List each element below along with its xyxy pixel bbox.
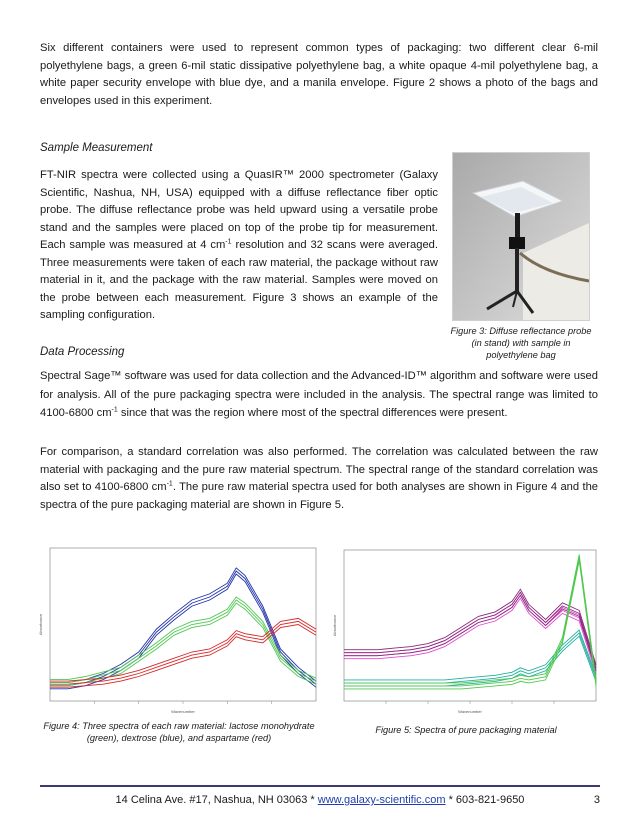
x-axis-label: Wavenumber — [171, 709, 195, 714]
footer-address: 14 Celina Ave. #17, Nashua, NH 03063 * — [115, 794, 318, 806]
paragraph-data-processing — [40, 367, 598, 423]
heading-sample-measurement: Sample Measurement — [40, 142, 153, 154]
spectrum-line-series-2 — [344, 636, 596, 686]
para3-superscript: -1 — [111, 406, 118, 414]
figure5-chart — [326, 542, 604, 715]
page-number: 3 — [593, 794, 600, 806]
figure5-spectra-svg — [326, 542, 604, 715]
para2-superscript: -1 — [225, 238, 232, 246]
probe-stand-photo-illustration — [453, 153, 589, 320]
figure4-spectra-svg — [32, 540, 324, 715]
footer-website-link[interactable]: www.galaxy-scientific.com — [317, 794, 446, 806]
paragraph-sample-measurement — [40, 167, 438, 325]
footer-contact — [40, 794, 600, 806]
para4-text-1: For comparison, a standard correlation was also performed. The correlation was calculated between the raw material with packaging and the pure raw material spectrum. The spectral range of the standard correlation was also set to 4100-6800 cm — [40, 446, 598, 493]
figure5-caption: Figure 5: Spectra of pure packaging material — [375, 725, 557, 735]
figure3-caption: Figure 3: Diffuse reflectance probe (in stand) with sample in polyethylene bag — [450, 326, 592, 360]
plot-frame — [344, 550, 596, 701]
x-axis-label: Wavenumber — [458, 709, 482, 714]
footer-rule — [40, 785, 600, 787]
heading-data-processing: Data Processing — [40, 346, 125, 358]
figure4-caption: Figure 4: Three spectra of each raw material: lactose monohydrate (green), dextrose (blue), and aspartame (red) — [43, 721, 315, 743]
y-axis-label: Absorbance — [332, 614, 337, 637]
spectrum-line-series-3 — [344, 555, 596, 683]
para4-text-2: . The pure raw material spectra used for both analyses are shown in Figure 4 and the spectra of the pure packaging material are shown in Figure 5. — [40, 481, 599, 511]
para4-superscript: -1 — [166, 480, 173, 488]
paragraph-correlation — [40, 444, 598, 514]
figure4-chart — [32, 540, 324, 715]
y-axis-label: Absorbance — [38, 613, 43, 636]
paragraph-containers — [40, 40, 598, 110]
para2-text-2: resolution and 32 scans were averaged. Three measurements were taken of each raw material, the package without raw material in it, and the package with the raw material. Samples were moved on the probe between each measurement. Figure 3 shows an example of the sampling configuration. — [40, 239, 438, 321]
figure3-photo — [452, 152, 590, 321]
para3-text-2: since that was the region where most of the spectral differences were present. — [117, 407, 508, 420]
footer-phone: * 603-821-9650 — [445, 794, 525, 806]
paragraph-containers-text: Six different containers were used to represent common types of packaging: two different clear 6-mil polyethylene bags, a green 6-mil static dissipative polyethylene bag, a white opaque 4-mil polyethylene bag, a white paper security envelope with blue dye, and a manila envelope. Figure 2 shows a photo of the bags and envelopes used in this experiment. — [40, 42, 598, 107]
para3-text-1: Spectral Sage™ software was used for data collection and the Advanced-ID™ algorithm and software were used for analysis. All of the pure packaging spectra were included in the analysis. The spectral range was limited to 4100-6800 cm — [40, 370, 598, 420]
para2-text-1: FT-NIR spectra were collected using a QuasIR™ 2000 spectrometer (Galaxy Scientific, Nashua, NH, USA) equipped with a diffuse reflectance fiber optic probe. The diffuse reflectance probe was held upward using a versatile probe stand and the samples were placed on top of the probe tip for measurement. Each sample was measured at 4 cm — [40, 169, 438, 251]
